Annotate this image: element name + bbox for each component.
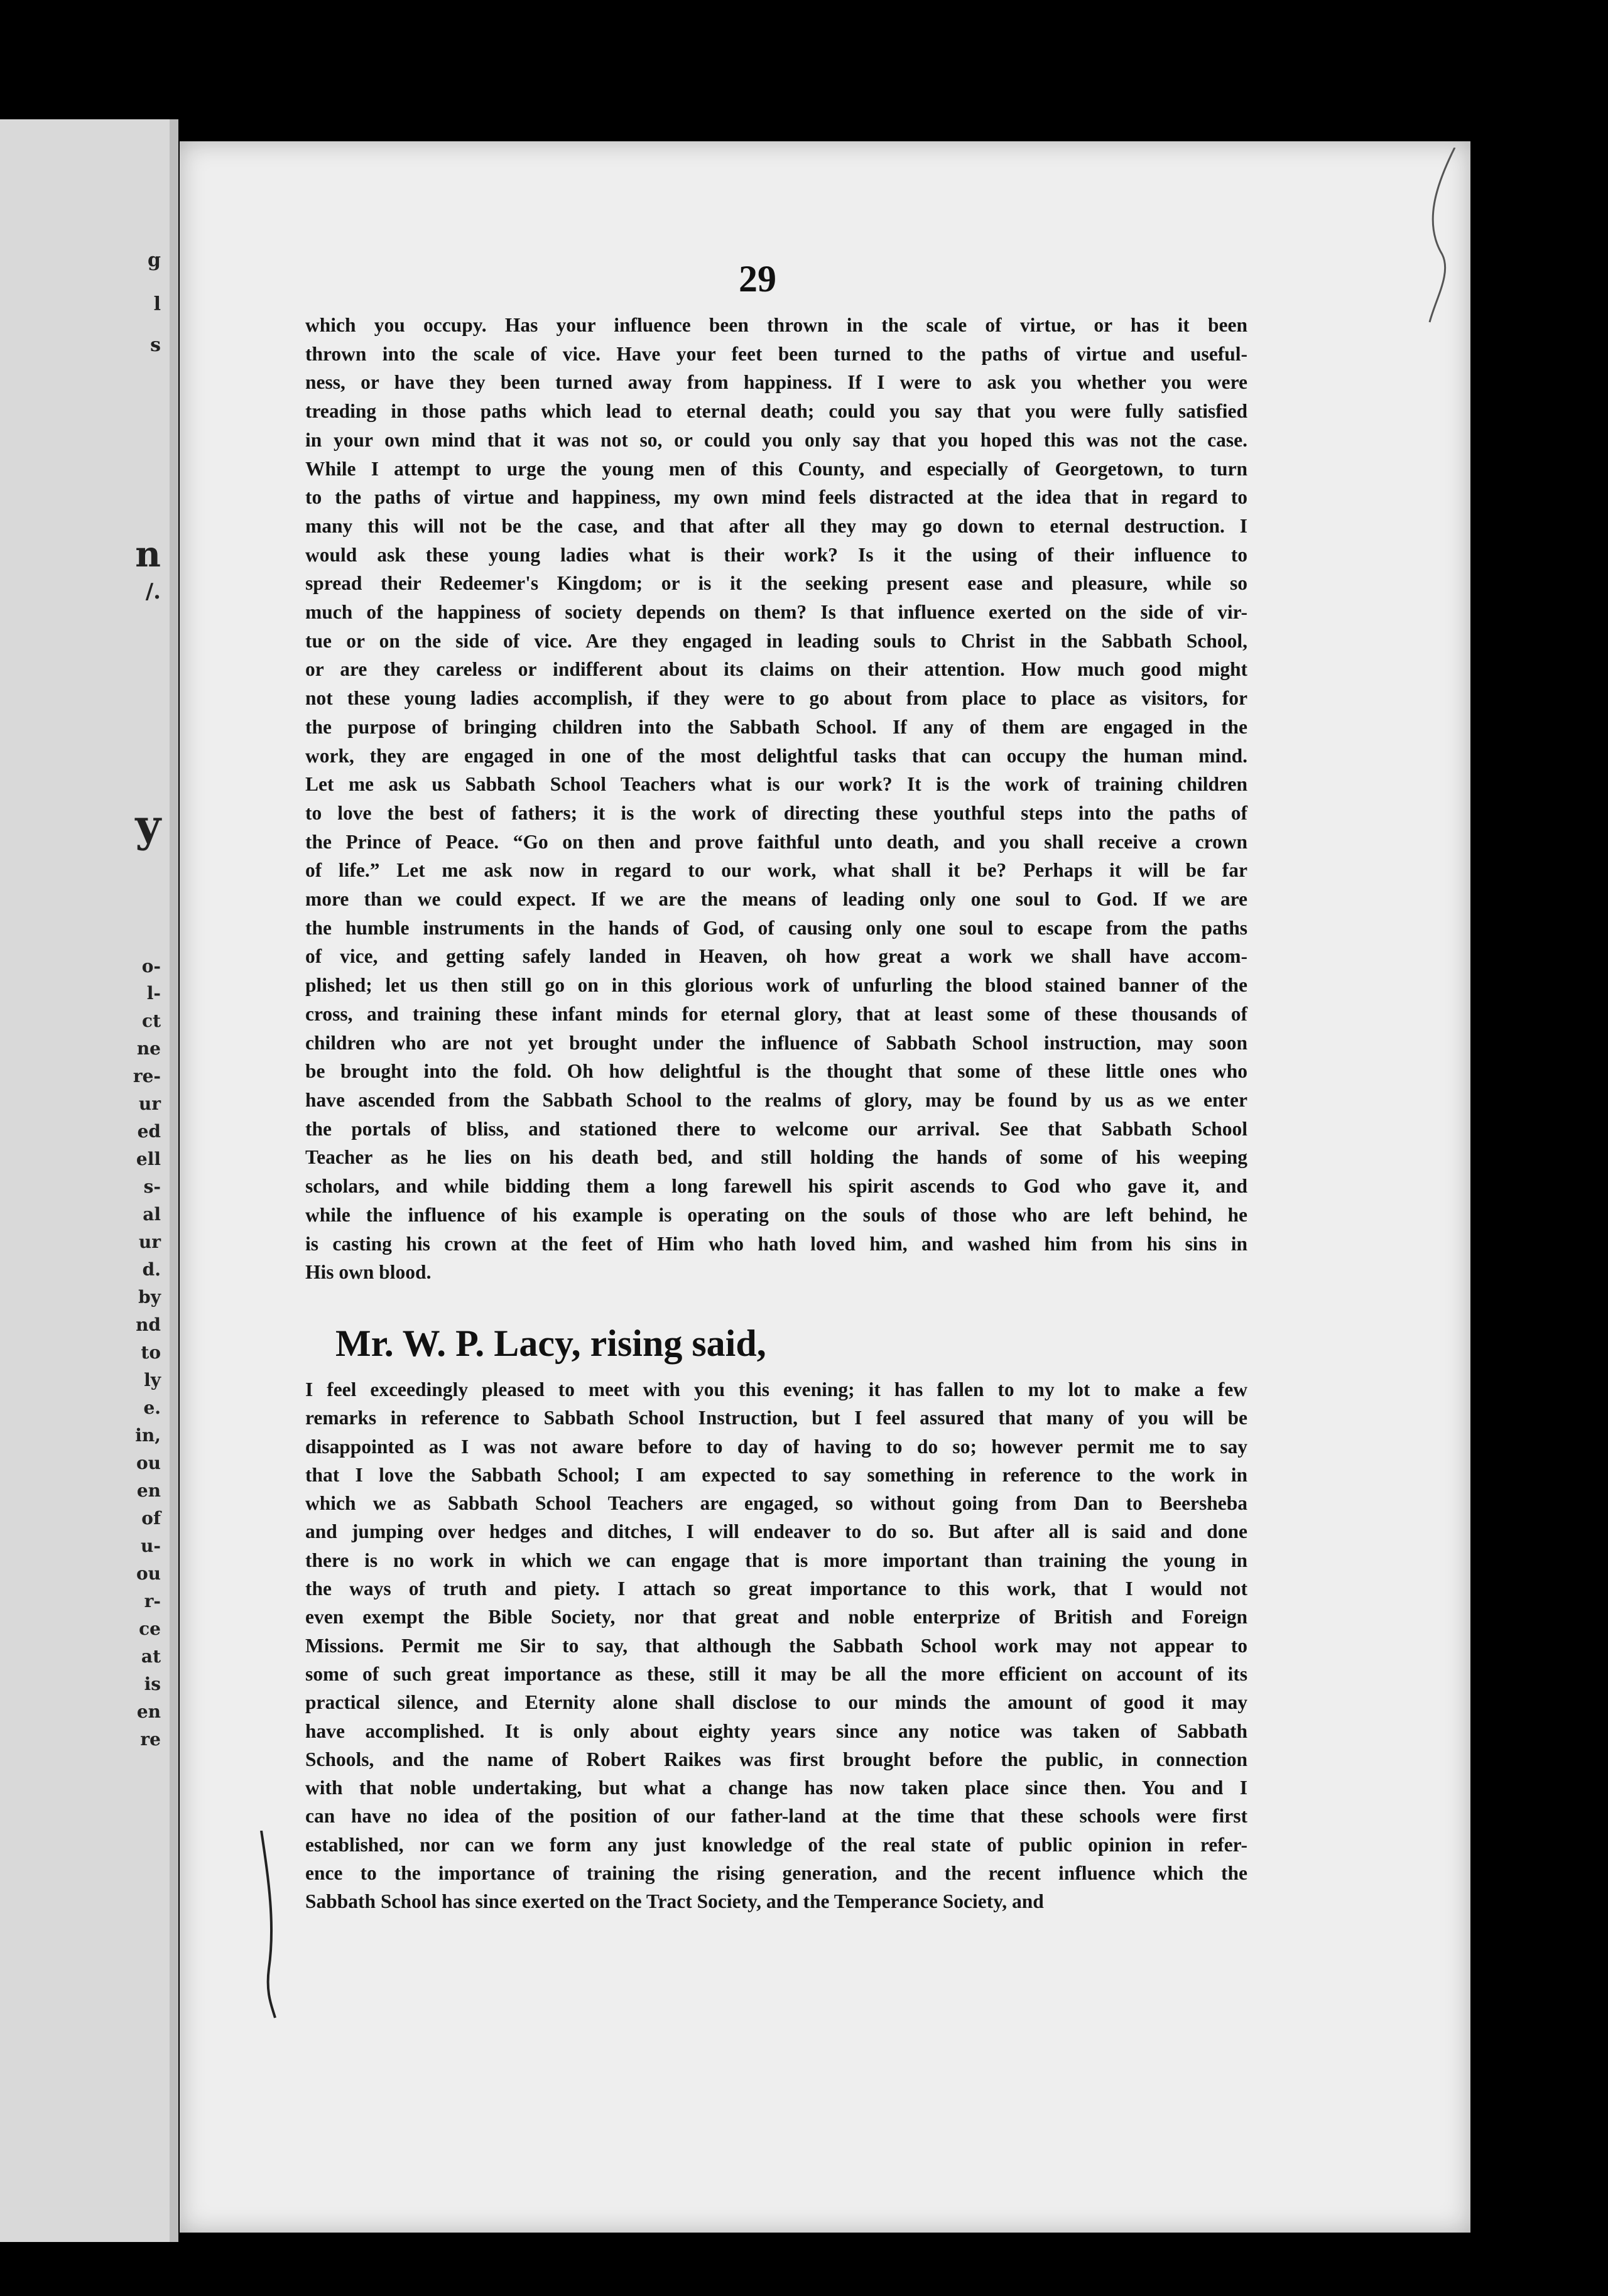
left-page-fragment: is [144,1674,161,1694]
text-line: children who are not yet brought under the influence of Sabbath School instruction, may soon [305,1031,1247,1054]
text-line: that I love the Sabbath School; I am expected to say something in reference to the work in [305,1463,1247,1486]
text-line: while the influence of his example is operating on the souls of those who are left behind, he [305,1203,1247,1226]
left-page-fragment: g [148,249,161,271]
text-line: the Prince of Peace. “Go on then and prove faithful unto death, and you shall receive a crown [305,830,1247,853]
text-line: Sabbath School has since exerted on the Tract Society, and the Temperance Society, and [305,1890,1044,1913]
page-number: 29 [739,258,776,300]
text-line: Missions. Permit me Sir to say, that although the Sabbath School work may not appear to [305,1634,1247,1657]
text-line: scholars, and while bidding them a long farewell his spirit ascends to God who gave it, and [305,1175,1247,1198]
text-line: established, nor can we form any just knowledge of the real state of public opinion in refer- [305,1833,1247,1856]
text-line: be brought into the fold. Oh how delightful is the thought that some of these little ones who [305,1060,1247,1083]
text-line: ence to the importance of training the rising generation, and the recent influence which the [305,1862,1247,1885]
text-line: to love the best of fathers; it is the work of directing these youthful steps into the paths of [305,801,1247,824]
left-facing-page-edge [0,119,178,2242]
text-line: I feel exceedingly pleased to meet with you this evening; it has fallen to my lot to make a few [305,1378,1247,1400]
left-page-fragment: e. [143,1397,161,1418]
left-page-fragment: s [150,334,161,356]
text-line: there is no work in which we can engage that is more important than training the young in [305,1549,1247,1571]
left-page-fragment: al [143,1204,161,1225]
left-page-fragment: n [135,534,161,575]
left-page-fragment: re- [133,1066,161,1086]
scan-mark-curve [256,1831,281,2019]
left-page-fragment: ne [136,1038,161,1059]
left-page-fragment: ct [142,1010,161,1031]
left-page-fragment: to [141,1342,161,1363]
text-line: the humble instruments in the hands of God, of causing only one soul to escape from the paths [305,916,1247,939]
left-page-fragment: re [140,1729,161,1750]
text-line: even exempt the Bible Society, nor that great and noble enterprize of British and Foreign [305,1606,1247,1628]
left-page-fragment: ly [144,1370,161,1390]
left-page-fragment: ur [138,1232,161,1252]
left-page-fragment: by [138,1287,161,1308]
text-line: of life.” Let me ask now in regard to our work, what shall it be? Perhaps it will be far [305,859,1247,882]
left-page-fragment: en [136,1480,161,1501]
text-line: in your own mind that it was not so, or could you only say that you hoped this was not the case. [305,428,1247,451]
left-page-fragment: en [136,1701,161,1722]
text-line: much of the happiness of society depends on them? Is that influence exerted on the side of vir- [305,601,1247,624]
text-line: ness, or have they been turned away from happiness. If I were to ask you whether you were [305,371,1247,394]
left-page-fragment: ur [138,1093,161,1114]
text-line: While I attempt to urge the young men of this County, and especially of Georgetown, to turn [305,457,1247,480]
text-line: which you occupy. Has your influence been thrown in the scale of virtue, or has it been [305,314,1247,336]
text-line: more than we could expect. If we are the means of leading only one soul to God. If we are [305,888,1247,911]
text-line: the purpose of bringing children into the Sabbath School. If any of them are engaged in the [305,715,1247,738]
left-page-fragment: r- [144,1591,161,1611]
text-line: can have no idea of the position of our father-land at the time that these schools were first [305,1805,1247,1828]
text-line: practical silence, and Eternity alone shall disclose to our minds the amount of good it may [305,1691,1247,1714]
left-page-fragment: at [141,1646,161,1667]
left-page-fragment: ed [137,1121,161,1142]
left-page-fragment: ou [136,1563,161,1584]
left-page-fragment: l [153,293,161,315]
left-page-fragment: ell [136,1149,161,1169]
text-line: the portals of bliss, and stationed there to welcome our arrival. See that Sabbath School [305,1117,1247,1140]
text-line: have ascended from the Sabbath School to the realms of glory, may be found by us as we enter [305,1088,1247,1111]
left-page-fragment: of [141,1508,161,1529]
text-line: to the paths of virtue and happiness, my own mind feels distracted at the idea that in regard to [305,486,1247,509]
paragraph-2 [305,1375,1247,1916]
text-line: Let me ask us Sabbath School Teachers what is our work? It is the work of training children [305,773,1247,796]
text-line: plished; let us then still go on in this glorious work of unfurling the blood stained banner of the [305,974,1247,997]
text-line: the ways of truth and piety. I attach so great importance to this work, that I would not [305,1578,1247,1600]
text-line: many this will not be the case, and that after all they may go down to eternal destruction. I [305,514,1247,537]
text-line: His own blood. [305,1261,432,1284]
text-line: Teacher as he lies on his death bed, and still holding the hands of some of his weeping [305,1146,1247,1169]
text-line: would ask these young ladies what is their work? Is it the using of their influence to [305,543,1247,566]
left-page-fragment: ce [139,1618,161,1639]
text-line: or are they careless or indifferent about its claims on their attention. How much good might [305,658,1247,681]
text-line: not these young ladies accomplish, if they were to go about from place to place as visitors, for [305,687,1247,710]
text-line: is casting his crown at the feet of Him who hath loved him, and washed him from his sins in [305,1232,1247,1255]
left-page-fragment: o- [141,956,161,977]
text-line: of vice, and getting safely landed in Heaven, oh how great a work we shall have accom- [305,945,1247,968]
left-page-fragment: ou [136,1453,161,1473]
speaker-heading: Mr. W. P. Lacy, rising said, [335,1323,766,1364]
left-page-fragment: l- [146,983,161,1004]
left-page-fragment: d. [142,1259,161,1280]
scan-mark-corner-crease [1342,148,1467,323]
left-page-fragment: y [135,799,161,852]
text-line: tue or on the side of vice. Are they engaged in leading souls to Christ in the Sabbath School, [305,629,1247,652]
left-page-fragment: u- [141,1535,161,1556]
text-line: work, they are engaged in one of the most delightful tasks that can occupy the human mind. [305,744,1247,767]
text-line: and jumping over hedges and ditches, I will endeaver to do so. But after all is said and done [305,1520,1247,1543]
left-page-fragment: /. [145,579,161,604]
document-page [180,141,1470,2233]
left-page-fragment: s- [143,1176,161,1197]
text-line: treading in those paths which lead to eternal death; could you say that you were fully satisfied [305,400,1247,423]
text-line: remarks in reference to Sabbath School Instruction, but I feel assured that many of you will be [305,1407,1247,1429]
text-line: spread their Redeemer's Kingdom; or is it the seeking present ease and pleasure, while so [305,572,1247,595]
text-line: have accomplished. It is only about eighty years since any notice was taken of Sabbath [305,1719,1247,1742]
paragraph-1 [305,311,1247,1287]
text-line: cross, and training these infant minds for eternal glory, that at least some of these thousands of [305,1002,1247,1025]
text-line: which we as Sabbath School Teachers are engaged, so without going from Dan to Beersheba [305,1492,1247,1515]
text-line: with that noble undertaking, but what a change has now taken place since then. You and I [305,1777,1247,1799]
text-line: thrown into the scale of vice. Have your feet been turned to the paths of virtue and useful- [305,342,1247,365]
text-line: disappointed as I was not aware before to day of having to do so; however permit me to say [305,1435,1247,1458]
text-line: some of such great importance as these, still it may be all the more efficient on account of its [305,1662,1247,1685]
text-line: Schools, and the name of Robert Raikes was first brought before the public, in connection [305,1748,1247,1770]
left-page-fragment: nd [136,1314,161,1335]
left-page-fragment: in, [135,1425,161,1446]
